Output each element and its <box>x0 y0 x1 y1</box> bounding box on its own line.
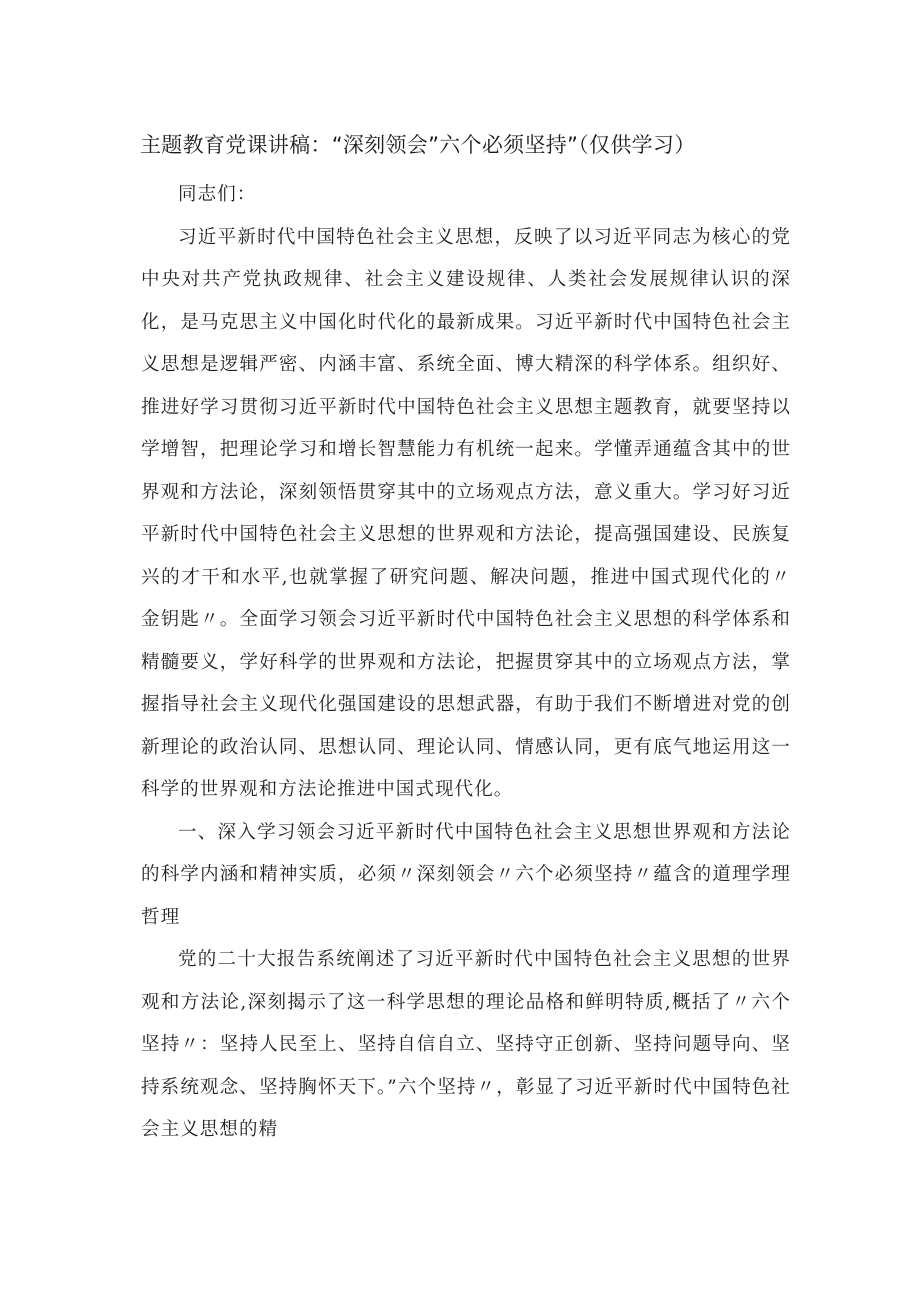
document-title: 主题教育党课讲稿：“深刻领会”六个必须坚持”（仅供学习） <box>140 133 696 157</box>
document-body <box>141 174 791 1152</box>
salutation: 同志们： <box>178 184 257 205</box>
intro-paragraph: 习近平新时代中国特色社会主义思想，反映了以习近平同志为核心的党中央对共产党执政规律、社会主义建设规律、人类社会发展规律认识的深化，是马克思主义中国化时代化的最新成果。习近平新时代中国特色社会主义思想是逻辑严密、内涵丰富、系统全面、博大精深的科学体系。组织好、推进好学习贯彻习近平新时代中国特色社会主义思想主题教育，就要坚持以学增智，把理论学习和增长智慧能力有机统一起来。学懂弄通蕴含其中的世界观和方法论，深刻领悟贯穿其中的立场观点方法，意义重大。学习好习近平新时代中国特色社会主义思想的世界观和方法论，提高强国建设、民族复兴的才干和水平,也就掌握了研究问题、解决问题，推进中国式现代化的〃金钥匙〃。全面学习领会习近平新时代中国特色社会主义思想的科学体系和精髓要义，学好科学的世界观和方法论，把握贯穿其中的立场观点方法，掌握指导社会主义现代化强国建设的思想武器，有助于我们不断增进对党的创新理论的政治认同、思想认同、理论认同、情感认同，更有底气地运用这一科学的世界观和方法论推进中国式现代化。 <box>141 226 791 800</box>
section-heading: 一、深入学习领会习近平新时代中国特色社会主义思想世界观和方法论的科学内涵和精神实质，必须〃深刻领会〃六个必须坚持〃蕴含的道理学理哲理 <box>141 821 791 928</box>
section-paragraph: 党的二十大报告系统阐述了习近平新时代中国特色社会主义思想的世界观和方法论,深刻揭示了这一科学思想的理论品格和鲜明特质,概括了〃六个坚持〃：坚持人民至上、坚持自信自立、坚持守正创新、坚持问题导向、坚持系统观念、坚持胸怀天下。”六个坚持〃，彰显了习近平新时代中国特色社会主义思想的精 <box>141 949 791 1140</box>
